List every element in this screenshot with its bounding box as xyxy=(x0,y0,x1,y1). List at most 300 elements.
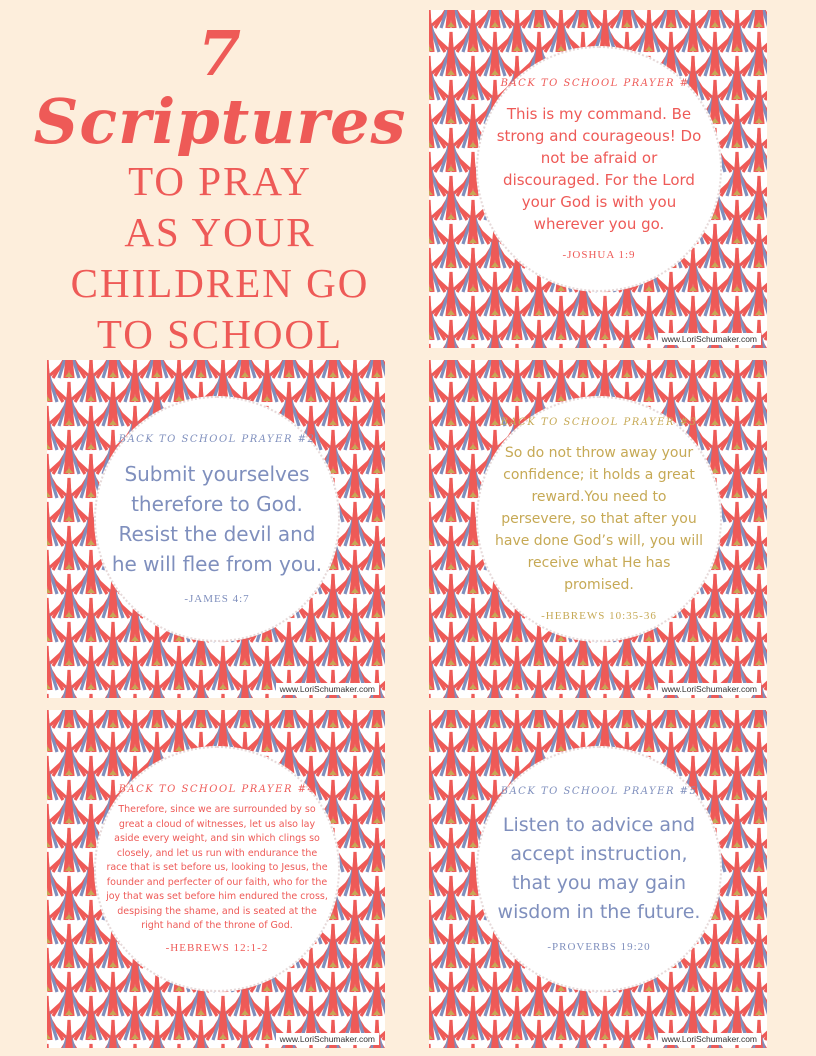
chevron-stroke xyxy=(735,852,739,896)
chevron-stroke xyxy=(353,598,357,642)
chevron-stroke xyxy=(757,478,761,522)
chevron-stroke xyxy=(471,756,475,800)
chevron-stroke xyxy=(353,948,357,992)
chevron-stroke xyxy=(559,996,563,1040)
site-url: www.LoriSchumaker.com xyxy=(658,333,761,345)
chevron-stroke xyxy=(449,526,453,570)
chevron-stroke xyxy=(47,598,49,642)
chevron-stroke xyxy=(265,996,269,1040)
title-line-3: CHILDREN GO xyxy=(70,260,370,307)
chevron-stroke xyxy=(331,780,335,824)
chevron-stroke xyxy=(669,972,673,1016)
chevron-stroke xyxy=(449,828,453,872)
chevron-stroke xyxy=(449,32,453,76)
chevron-stroke xyxy=(221,646,225,690)
chevron-stroke xyxy=(353,502,357,546)
chevron-stroke xyxy=(67,876,71,920)
chevron-stroke xyxy=(735,454,739,498)
chevron-stroke xyxy=(429,360,431,402)
chevron-stroke xyxy=(449,732,453,776)
chevron-stroke xyxy=(471,550,475,594)
chevron-stroke xyxy=(735,804,739,848)
chevron-stroke xyxy=(471,56,475,100)
chevron-stroke xyxy=(89,454,93,498)
chevron-stroke xyxy=(47,646,49,690)
chevron-stroke xyxy=(375,924,379,968)
chevron-stroke xyxy=(471,152,475,196)
chevron-stroke xyxy=(47,1044,49,1048)
chevron-stroke xyxy=(47,948,49,992)
chevron-stroke xyxy=(757,32,761,76)
chevron-stroke xyxy=(493,622,497,666)
chevron-stroke xyxy=(429,756,431,800)
chevron-stroke xyxy=(735,598,739,642)
chevron-stroke xyxy=(353,360,357,402)
chevron-stroke xyxy=(581,670,585,698)
chevron-stroke xyxy=(353,852,357,896)
chevron-stroke xyxy=(537,272,541,316)
chevron-stroke xyxy=(375,828,379,872)
chevron-stroke xyxy=(89,646,93,690)
chevron-stroke xyxy=(691,598,695,642)
chevron-stroke xyxy=(603,646,607,690)
chevron-stroke xyxy=(559,10,563,52)
chevron-stroke xyxy=(429,200,431,244)
chevron-stroke xyxy=(537,320,541,348)
chevron-stroke xyxy=(429,344,431,348)
chevron-stroke xyxy=(353,756,357,800)
chevron-stroke xyxy=(515,646,519,690)
chevron-stroke xyxy=(449,430,453,474)
chevron-stroke xyxy=(89,550,93,594)
prayer-label: BACK TO SCHOOL PRAYER #3 xyxy=(500,416,698,428)
title-script: 7 Scriptures xyxy=(33,17,407,159)
chevron-stroke xyxy=(67,670,71,698)
chevron-stroke xyxy=(429,104,431,148)
chevron-stroke xyxy=(757,80,761,124)
chevron-stroke xyxy=(221,996,225,1040)
chevron-stroke xyxy=(429,550,431,594)
chevron-stroke xyxy=(243,1020,247,1048)
chevron-stroke xyxy=(471,344,475,348)
chevron-stroke xyxy=(199,670,203,698)
chevron-stroke xyxy=(111,732,115,776)
chevron-stroke xyxy=(647,344,651,348)
chevron-stroke xyxy=(735,406,739,450)
chevron-stroke xyxy=(713,622,717,666)
chevron-stroke xyxy=(537,622,541,666)
chevron-stroke xyxy=(757,176,761,220)
chevron-stroke xyxy=(67,382,71,426)
verse-reference: -HEBREWS 10:35-36 xyxy=(541,609,657,622)
chevron-stroke xyxy=(691,10,695,52)
chevron-stroke xyxy=(89,710,93,752)
chevron-stroke xyxy=(155,972,159,1016)
chevron-stroke xyxy=(735,56,739,100)
title-line-1: TO PRAY xyxy=(128,158,312,205)
verse-text: Submit yourselves therefore to God. Resist the devil and he will flee from you. xyxy=(111,461,323,576)
chevron-stroke xyxy=(713,382,717,426)
chevron-stroke xyxy=(713,780,717,824)
chevron-stroke xyxy=(559,344,563,348)
chevron-stroke xyxy=(331,430,335,474)
chevron-stroke xyxy=(515,10,519,52)
chevron-stroke xyxy=(471,996,475,1040)
chevron-stroke xyxy=(493,732,497,776)
chevron-stroke xyxy=(713,32,717,76)
chevron-stroke xyxy=(375,780,379,824)
chevron-stroke xyxy=(735,756,739,800)
chevron-stroke xyxy=(111,622,115,666)
chevron-stroke xyxy=(559,694,563,698)
chevron-stroke xyxy=(177,694,181,698)
chevron-stroke xyxy=(429,804,431,848)
site-url: www.LoriSchumaker.com xyxy=(276,683,379,695)
chevron-stroke xyxy=(221,1044,225,1048)
prayer-label: BACK TO SCHOOL PRAYER #4 xyxy=(118,784,316,796)
chevron-stroke xyxy=(375,622,379,666)
chevron-stroke xyxy=(471,710,475,752)
chevron-stroke xyxy=(537,1020,541,1048)
chevron-stroke xyxy=(67,924,71,968)
chevron-stroke xyxy=(265,1044,269,1048)
chevron-stroke xyxy=(581,320,585,348)
chevron-stroke xyxy=(155,670,159,698)
chevron-stroke xyxy=(471,360,475,402)
chevron-stroke xyxy=(331,924,335,968)
chevron-stroke xyxy=(287,972,291,1016)
chevron-stroke xyxy=(647,296,651,340)
verse-reference: -HEBREWS 12:1-2 xyxy=(165,941,269,954)
chevron-stroke xyxy=(515,996,519,1040)
chevron-stroke xyxy=(757,876,761,920)
chevron-stroke xyxy=(471,248,475,292)
chevron-stroke xyxy=(471,694,475,698)
chevron-stroke xyxy=(429,454,431,498)
chevron-stroke xyxy=(757,828,761,872)
chevron-stroke xyxy=(449,1020,453,1048)
chevron-stroke xyxy=(89,502,93,546)
chevron-stroke xyxy=(735,248,739,292)
chevron-stroke xyxy=(67,478,71,522)
chevron-stroke xyxy=(757,924,761,968)
chevron-stroke xyxy=(177,710,181,752)
chevron-stroke xyxy=(47,502,49,546)
chevron-stroke xyxy=(493,32,497,76)
chevron-stroke xyxy=(449,382,453,426)
chevron-stroke xyxy=(177,360,181,402)
chevron-stroke xyxy=(757,224,761,268)
chevron-stroke xyxy=(67,828,71,872)
chevron-stroke xyxy=(353,710,357,752)
chevron-stroke xyxy=(647,646,651,690)
site-url: www.LoriSchumaker.com xyxy=(276,1033,379,1045)
chevron-stroke xyxy=(757,732,761,776)
chevron-stroke xyxy=(353,454,357,498)
chevron-stroke xyxy=(47,804,49,848)
chevron-stroke xyxy=(67,622,71,666)
chevron-stroke xyxy=(735,710,739,752)
chevron-stroke xyxy=(471,900,475,944)
chevron-stroke xyxy=(133,694,137,698)
chevron-stroke xyxy=(429,852,431,896)
prayer-card-3 xyxy=(429,360,767,698)
chevron-stroke xyxy=(353,550,357,594)
chevron-stroke xyxy=(221,694,225,698)
chevron-stroke xyxy=(471,646,475,690)
chevron-stroke xyxy=(757,526,761,570)
chevron-stroke xyxy=(177,996,181,1040)
chevron-stroke xyxy=(67,526,71,570)
chevron-stroke xyxy=(647,710,651,752)
chevron-stroke xyxy=(429,56,431,100)
chevron-stroke xyxy=(471,804,475,848)
chevron-stroke xyxy=(429,10,431,52)
prayer-card-1 xyxy=(429,10,767,348)
prayer-circle xyxy=(94,396,340,642)
title-line-2: AS YOUR xyxy=(124,209,316,256)
chevron-stroke xyxy=(67,732,71,776)
chevron-stroke xyxy=(559,360,563,402)
chevron-stroke xyxy=(429,694,431,698)
chevron-stroke xyxy=(89,406,93,450)
chevron-stroke xyxy=(133,646,137,690)
chevron-stroke xyxy=(559,710,563,752)
chevron-stroke xyxy=(89,900,93,944)
chevron-stroke xyxy=(429,996,431,1040)
chevron-stroke xyxy=(331,574,335,618)
verse-text: Therefore, since we are surrounded by so great a cloud of witnesses, let us also lay aside every weight, and sin which clings so closely, and let us run with endurance the race that is set before us, looking to Jesus, the founder and perfecter of our faith, who for the joy that was set before him endured the cross, despising the shame, and is seated at the right hand of the throne of God. xyxy=(106,804,328,932)
chevron-stroke xyxy=(515,710,519,752)
chevron-stroke xyxy=(47,900,49,944)
chevron-stroke xyxy=(691,248,695,292)
chevron-stroke xyxy=(537,670,541,698)
chevron-stroke xyxy=(133,710,137,752)
chevron-stroke xyxy=(429,948,431,992)
site-url: www.LoriSchumaker.com xyxy=(658,683,761,695)
chevron-stroke xyxy=(133,360,137,402)
chevron-stroke xyxy=(713,224,717,268)
chevron-stroke xyxy=(429,248,431,292)
chevron-stroke xyxy=(449,320,453,348)
chevron-stroke xyxy=(493,272,497,316)
chevron-stroke xyxy=(471,948,475,992)
prayer-card-5 xyxy=(429,710,767,1048)
chevron-stroke xyxy=(449,574,453,618)
chevron-stroke xyxy=(309,710,313,752)
chevron-stroke xyxy=(89,598,93,642)
chevron-stroke xyxy=(47,996,49,1040)
chevron-stroke xyxy=(713,430,717,474)
chevron-stroke xyxy=(429,900,431,944)
chevron-stroke xyxy=(243,670,247,698)
chevron-stroke xyxy=(647,10,651,52)
chevron-stroke xyxy=(47,852,49,896)
chevron-stroke xyxy=(735,550,739,594)
chevron-stroke xyxy=(429,710,431,752)
chevron-stroke xyxy=(375,876,379,920)
chevron-stroke xyxy=(331,382,335,426)
chevron-stroke xyxy=(89,360,93,402)
chevron-stroke xyxy=(515,296,519,340)
chevron-stroke xyxy=(713,80,717,124)
chevron-stroke xyxy=(199,1020,203,1048)
chevron-stroke xyxy=(353,900,357,944)
chevron-stroke xyxy=(449,128,453,172)
prayer-card-4 xyxy=(47,710,385,1048)
chevron-stroke xyxy=(429,598,431,642)
chevron-stroke xyxy=(429,502,431,546)
chevron-stroke xyxy=(515,344,519,348)
chevron-stroke xyxy=(735,152,739,196)
chevron-stroke xyxy=(757,780,761,824)
chevron-stroke xyxy=(111,972,115,1016)
chevron-stroke xyxy=(375,574,379,618)
chevron-stroke xyxy=(713,732,717,776)
title-block xyxy=(30,17,410,360)
chevron-stroke xyxy=(625,1020,629,1048)
chevron-stroke xyxy=(669,272,673,316)
chevron-stroke xyxy=(353,804,357,848)
chevron-stroke xyxy=(581,1020,585,1048)
chevron-stroke xyxy=(67,780,71,824)
chevron-stroke xyxy=(735,10,739,52)
chevron-stroke xyxy=(691,710,695,752)
chevron-stroke xyxy=(331,622,335,666)
chevron-stroke xyxy=(471,454,475,498)
chevron-stroke xyxy=(89,852,93,896)
chevron-stroke xyxy=(691,360,695,402)
prayer-circle xyxy=(476,396,722,642)
chevron-stroke xyxy=(713,272,717,316)
chevron-stroke xyxy=(493,320,497,348)
chevron-stroke xyxy=(471,104,475,148)
chevron-stroke xyxy=(89,804,93,848)
chevron-stroke xyxy=(449,176,453,220)
chevron-stroke xyxy=(449,622,453,666)
chevron-stroke xyxy=(47,454,49,498)
chevron-stroke xyxy=(111,1020,115,1048)
chevron-stroke xyxy=(47,710,49,752)
chevron-stroke xyxy=(47,756,49,800)
chevron-stroke xyxy=(735,900,739,944)
chevron-stroke xyxy=(47,360,49,402)
prayer-circle xyxy=(476,46,722,292)
chevron-stroke xyxy=(757,430,761,474)
chevron-stroke xyxy=(89,756,93,800)
chevron-stroke xyxy=(449,780,453,824)
chevron-stroke xyxy=(449,972,453,1016)
chevron-stroke xyxy=(603,996,607,1040)
chevron-stroke xyxy=(735,360,739,402)
chevron-stroke xyxy=(735,104,739,148)
chevron-stroke xyxy=(471,296,475,340)
chevron-stroke xyxy=(111,670,115,698)
chevron-stroke xyxy=(331,972,335,1016)
chevron-stroke xyxy=(67,574,71,618)
chevron-stroke xyxy=(713,574,717,618)
verse-text: This is my command. Be strong and courageous! Do not be afraid or discouraged. For the Lord your God is with you wherever you go. xyxy=(496,104,702,233)
chevron-stroke xyxy=(265,694,269,698)
chevron-stroke xyxy=(647,996,651,1040)
chevron-stroke xyxy=(449,224,453,268)
chevron-stroke xyxy=(493,382,497,426)
chevron-stroke xyxy=(429,406,431,450)
chevron-stroke xyxy=(603,694,607,698)
chevron-stroke xyxy=(471,200,475,244)
chevron-stroke xyxy=(449,876,453,920)
chevron-stroke xyxy=(471,10,475,52)
chevron-stroke xyxy=(625,320,629,348)
chevron-stroke xyxy=(375,972,379,1016)
chevron-stroke xyxy=(331,732,335,776)
chevron-stroke xyxy=(89,948,93,992)
chevron-stroke xyxy=(449,272,453,316)
chevron-stroke xyxy=(375,430,379,474)
chevron-stroke xyxy=(625,670,629,698)
chevron-stroke xyxy=(757,272,761,316)
chevron-stroke xyxy=(515,360,519,402)
chevron-stroke xyxy=(713,924,717,968)
chevron-stroke xyxy=(537,972,541,1016)
chevron-stroke xyxy=(757,382,761,426)
chevron-stroke xyxy=(89,694,93,698)
chevron-stroke xyxy=(647,694,651,698)
chevron-stroke xyxy=(67,430,71,474)
title-line-4: TO SCHOOL xyxy=(96,311,344,358)
chevron-stroke xyxy=(47,406,49,450)
chevron-stroke xyxy=(471,598,475,642)
chevron-stroke xyxy=(67,1020,71,1048)
chevron-stroke xyxy=(133,1044,137,1048)
prayer-card-2 xyxy=(47,360,385,698)
chevron-stroke xyxy=(375,732,379,776)
chevron-stroke xyxy=(155,1020,159,1048)
chevron-stroke xyxy=(265,710,269,752)
chevron-stroke xyxy=(603,296,607,340)
chevron-stroke xyxy=(449,670,453,698)
chevron-stroke xyxy=(603,344,607,348)
chevron-stroke xyxy=(265,360,269,402)
chevron-stroke xyxy=(471,502,475,546)
chevron-stroke xyxy=(757,972,761,1016)
chevron-stroke xyxy=(647,360,651,402)
chevron-stroke xyxy=(353,406,357,450)
chevron-stroke xyxy=(177,646,181,690)
chevron-stroke xyxy=(493,972,497,1016)
prayer-circle xyxy=(94,746,340,992)
chevron-stroke xyxy=(155,622,159,666)
chevron-stroke xyxy=(287,622,291,666)
chevron-stroke xyxy=(111,382,115,426)
chevron-stroke xyxy=(47,694,49,698)
verse-reference: -JOSHUA 1:9 xyxy=(562,248,636,261)
chevron-stroke xyxy=(559,646,563,690)
chevron-stroke xyxy=(429,646,431,690)
chevron-stroke xyxy=(67,972,71,1016)
chevron-stroke xyxy=(449,478,453,522)
chevron-stroke xyxy=(449,80,453,124)
chevron-stroke xyxy=(757,128,761,172)
chevron-stroke xyxy=(713,972,717,1016)
chevron-stroke xyxy=(515,694,519,698)
chevron-stroke xyxy=(471,406,475,450)
chevron-stroke xyxy=(735,948,739,992)
chevron-stroke xyxy=(735,502,739,546)
chevron-stroke xyxy=(47,550,49,594)
chevron-stroke xyxy=(265,646,269,690)
chevron-stroke xyxy=(309,598,313,642)
